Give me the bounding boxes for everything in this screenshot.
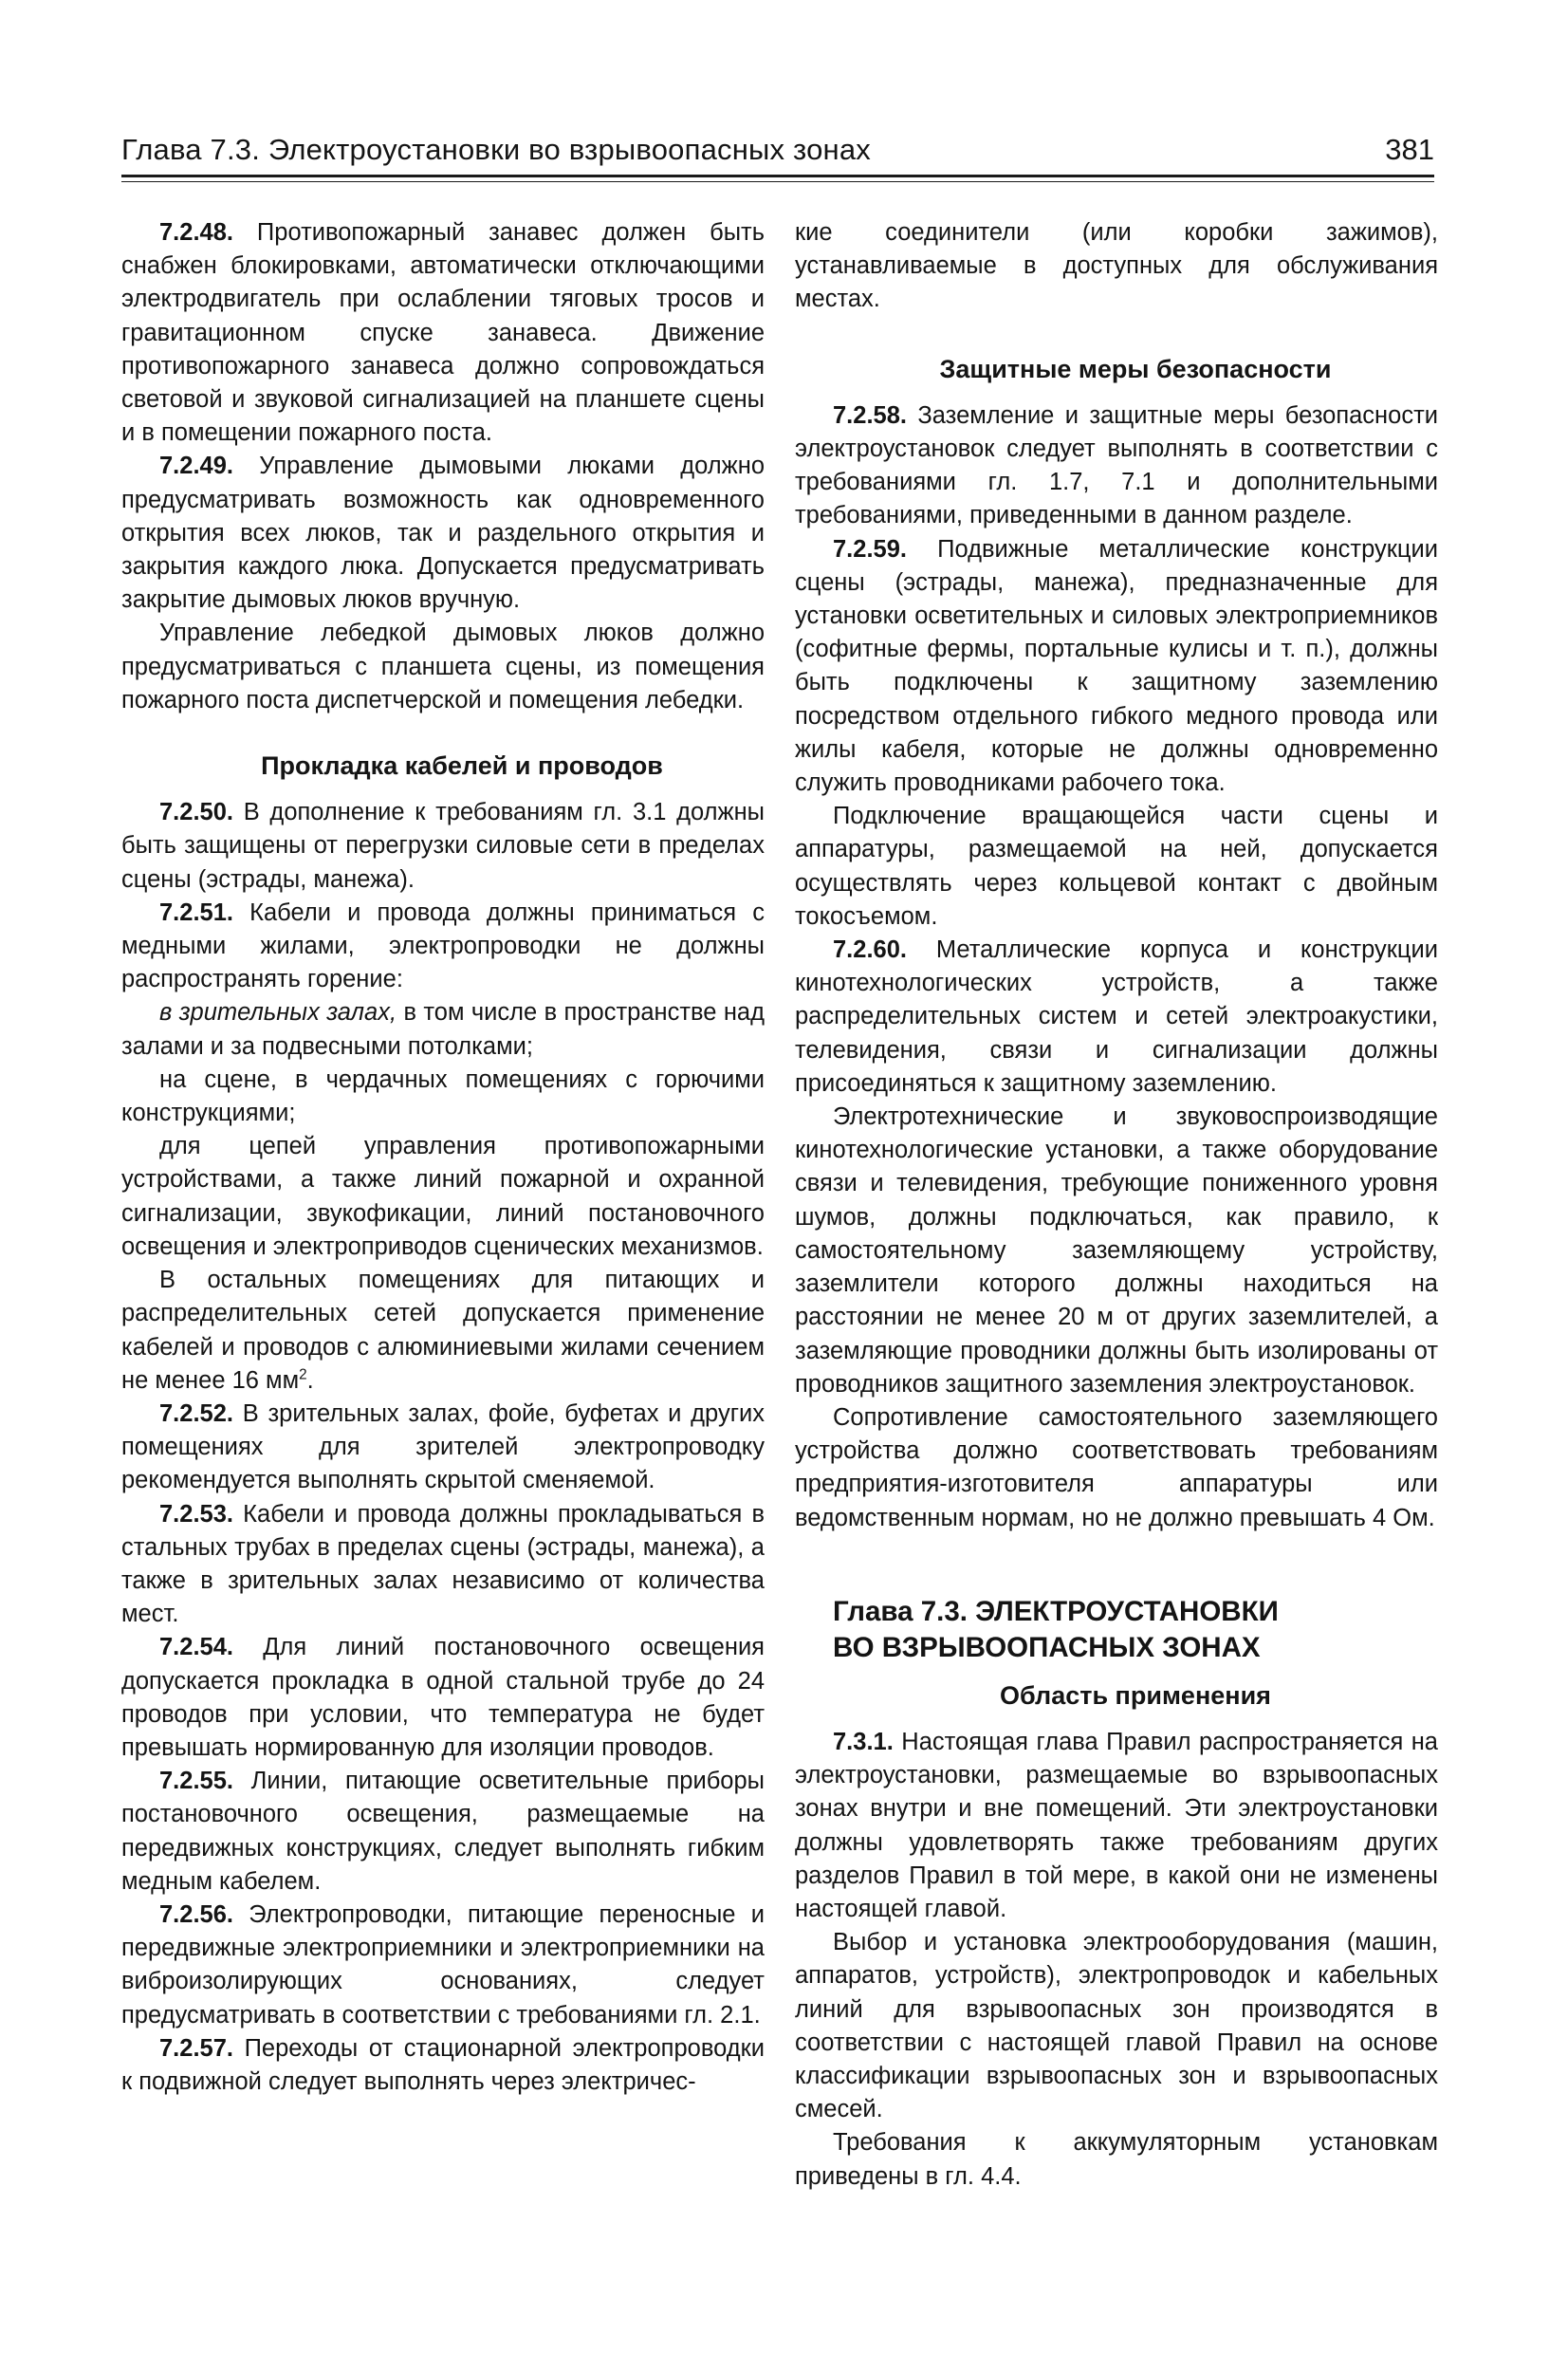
clause-text: Настоящая глава Правил распространяется на электроустановки, размещаемые во взрывоопасных зонах внутри и вне помещений. Эти электроустановки должны удовлетворять также требованиям других разделов Правил в той мере, в какой они не изменены настоящей главой.	[795, 1728, 1438, 1922]
paragraph-7-2-54	[121, 1631, 765, 1765]
paragraph-text: Электротехнические и звуковоспроизводящие кинотехнологические установки, а также оборудование связи и телевидения, требующие пониженного уровня шумов, должны подключаться, как правило, к самостоятельному заземляющему устройству, заземлители которого должны находиться на расстоянии не менее 20 м от других заземлителей, а заземляющие проводники должны быть изолированы от проводников защитного заземления электроустановок.	[795, 1103, 1438, 1398]
clause-text: Противопожарный занавес должен быть снабжен блокировками, автоматически отключающими электродвигатель при ослаблении тяговых тросов и гравитационном спуске занавеса. Движение противопожарного занавеса должно сопровождаться световой и звуковой сигнализацией на планшете сцены и в помещении пожарного поста.	[121, 219, 765, 447]
clause-number: 7.2.60.	[833, 936, 907, 964]
clause-number: 7.2.53.	[159, 1500, 233, 1528]
clause-number: 7.2.48.	[159, 219, 233, 246]
chapter-heading	[795, 1594, 1438, 1666]
clause-text: В дополнение к требованиям гл. 3.1 должны быть защищены от перегрузки силовые сети в пределах сцены (эстрады, манежа).	[121, 799, 765, 893]
list-item	[121, 996, 765, 1063]
clause-number: 7.2.57.	[159, 2034, 233, 2062]
list-item-text: в том числе в пространстве над залами и за подвесными потолками;	[121, 999, 765, 1060]
clause-number: 7.2.55.	[159, 1768, 233, 1795]
paragraph-text-body: В остальных помещениях для питающих и распределительных сетей допускается применение кабелей и проводов с алюминиевыми жилами сечением не менее 16 мм	[121, 1267, 765, 1394]
clause-text: Линии, питающие осветительные приборы постановочного освещения, размещаемые на передвижных конструкциях, следует выполнять гибким медным кабелем.	[121, 1768, 765, 1895]
paragraph-7-2-49	[121, 450, 765, 617]
paragraph-text: Сопротивление самостоятельного заземляющего устройства должно соответствовать требованиям предприятия-изготовителя аппаратуры или ведомственным нормам, но не должно превышать 4 Ом.	[795, 1403, 1438, 1531]
section-heading-safety: Защитные меры безопасности	[939, 354, 1332, 383]
clause-number: 7.2.59.	[833, 535, 907, 563]
clause-number: 7.2.50.	[159, 799, 233, 826]
paragraph-7-2-48	[121, 216, 765, 450]
clause-number: 7.2.51.	[159, 899, 233, 926]
paragraph-7-2-60	[795, 934, 1438, 1101]
paragraph-7-2-51	[121, 897, 765, 997]
clause-text: Кабели и провода должны приниматься с медными жилами, электропроводки не должны распространять горение:	[121, 899, 765, 993]
clause-text: Для линий постановочного освещения допускается прокладка в одной стальной трубе до 24 проводов при условии, что температура не будет превышать нормированную для изоляции проводов.	[121, 1634, 765, 1761]
list-item-italic: в зрительных залах,	[159, 999, 397, 1027]
superscript: 2	[299, 1366, 307, 1383]
list-item: для цепей управления противопожарными устройствами, а также линий пожарной и охранной сигнализации, звукофикации, линий постановочного освещения и электроприводов сценических механизмов.	[121, 1133, 765, 1260]
paragraph-7-2-55	[121, 1765, 765, 1899]
right-column	[795, 216, 1438, 2194]
clause-number: 7.2.56.	[159, 1900, 233, 1928]
clause-text: Управление дымовыми люками должно предусматривать возможность как одновременного открытия всех люков, так и раздельного открытия и закрытия каждого люка. Допускается предусматривать закрытие дымовых люков вручную.	[121, 453, 765, 614]
clause-text: Кабели и провода должны прокладываться в стальных трубах в пределах сцены (эстрады, манежа), а также в зрительных залах независимо от количества мест.	[121, 1500, 765, 1628]
paragraph-continuation: кие соединители (или коробки зажимов), устанавливаемые в доступных для обслуживания местах.	[795, 219, 1438, 313]
paragraph-text: Управление лебедкой дымовых люков должно предусматриваться с планшета сцены, из помещения пожарного поста диспетчерской и помещения лебедки.	[121, 620, 765, 713]
chapter-title-line-1: Глава 7.3. ЭЛЕКТРОУСТАНОВКИ	[833, 1595, 1279, 1627]
clause-number: 7.2.49.	[159, 453, 233, 480]
paragraph-text	[121, 1264, 765, 1398]
paragraph-7-2-53	[121, 1498, 765, 1632]
clause-number: 7.2.54.	[159, 1634, 233, 1661]
paragraph-7-2-59	[795, 533, 1438, 801]
clause-text: Заземление и защитные меры безопасности электроустановок следует выполнять в соответствии с требованиями гл. 1.7, 7.1 и дополнительными требованиями, приведенными в данном разделе.	[795, 401, 1438, 529]
paragraph-7-2-58	[795, 399, 1438, 533]
paragraph-7-2-52	[121, 1398, 765, 1498]
clause-number: 7.2.58.	[833, 401, 907, 429]
paragraph-7-2-56	[121, 1899, 765, 2032]
paragraph-text: Выбор и установка электрооборудования (машин, аппаратов, устройств), электропроводок и кабельных линий для взрывоопасных зон производятся в соответствии с настоящей главой Правил на основе классификации взрывоопасных зон и взрывоопасных смесей.	[795, 1929, 1438, 2123]
header-rule-thin	[121, 181, 1434, 182]
clause-text: Электропроводки, питающие переносные и передвижные электроприемники и электроприемники на виброизолирующих основаниях, следует предусматривать в соответствии с требованиями гл. 2.1.	[121, 1900, 765, 2029]
paragraph-7-2-50	[121, 796, 765, 897]
paragraph-text: Подключение вращающейся части сцены и аппаратуры, размещаемой на ней, допускается осуществлять через кольцевой контакт с двойным токосъемом.	[795, 803, 1438, 930]
clause-number: 7.3.1.	[833, 1728, 894, 1755]
clause-text: Металлические корпуса и конструкции кинотехнологических устройств, а также распределительных систем и сетей электроакустики, телевидения, связи и сигнализации должны присоединяться к защитному заземлению.	[795, 936, 1438, 1097]
running-head: Глава 7.3. Электроустановки во взрывоопасных зонах	[121, 133, 871, 166]
paragraph-7-2-57	[121, 2032, 765, 2099]
paragraph-7-3-1	[795, 1726, 1438, 1926]
page-number: 381	[1385, 133, 1434, 166]
section-heading-scope: Область применения	[1000, 1680, 1271, 1710]
clause-number: 7.2.52.	[159, 1399, 233, 1427]
header-rule-thick	[121, 175, 1434, 177]
paragraph-text: Требования к аккумуляторным установкам приведены в гл. 4.4.	[795, 2129, 1438, 2190]
list-item: на сцене, в чердачных помещениях с горючими конструкциями;	[121, 1065, 765, 1127]
left-column	[121, 216, 765, 2099]
clause-text: Переходы от стационарной электропроводки к подвижной следует выполнять через электричес-	[121, 2034, 765, 2095]
clause-text: Подвижные металлические конструкции сцены (эстрады, манежа), предназначенные для установки осветительных и силовых электроприемников (софитные фермы, портальные кулисы и т. п.), должны быть подключены к защитному заземлению посредством отдельного гибкого медного провода или жилы кабеля, которые не должны одновременно служить проводниками рабочего тока.	[795, 535, 1438, 797]
paragraph-text-end: .	[306, 1366, 314, 1394]
section-heading-cables: Прокладка кабелей и проводов	[261, 751, 663, 781]
clause-text: В зрительных залах, фойе, буфетах и других помещениях для зрителей электропроводку рекомендуется выполнять скрытой сменяемой.	[121, 1399, 765, 1494]
page-header	[121, 121, 1434, 178]
chapter-title-line-2: ВО ВЗРЫВООПАСНЫХ ЗОНАХ	[833, 1631, 1261, 1663]
